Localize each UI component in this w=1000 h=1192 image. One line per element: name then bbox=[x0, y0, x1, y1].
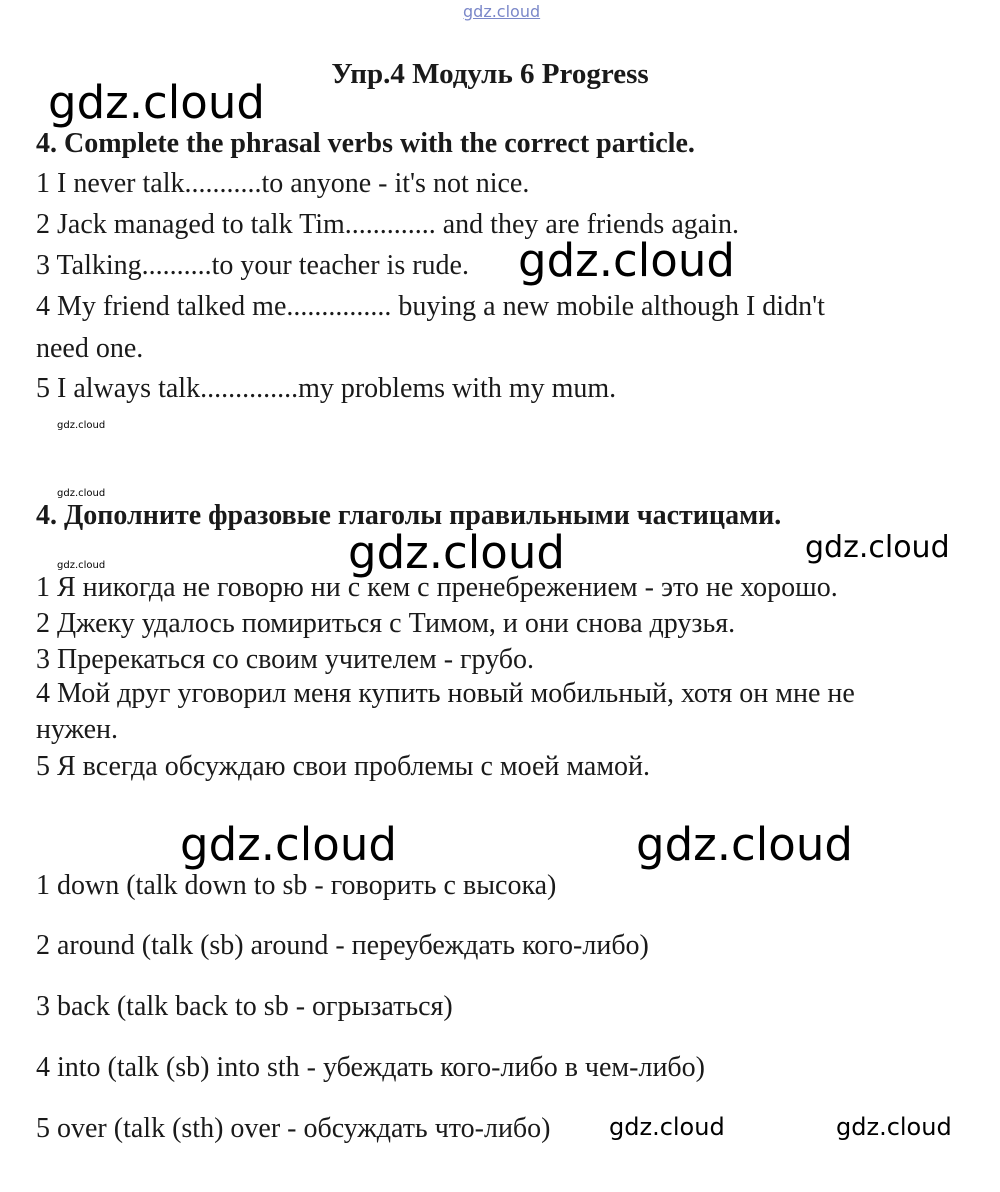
page-title: Упр.4 Модуль 6 Progress bbox=[331, 58, 649, 90]
watermark-5: gdz.cloud bbox=[180, 818, 397, 871]
answer-1: 1 down (talk down to sb - говорить с высока) bbox=[36, 870, 557, 901]
answer-3: 3 back (talk back to sb - огрызаться) bbox=[36, 991, 453, 1022]
english-line-3: 3 Talking..........to your teacher is rude. bbox=[36, 250, 469, 281]
english-line-6: 5 I always talk..............my problems with my mum. bbox=[36, 373, 617, 404]
russian-line-6: 5 Я всегда обсуждаю свои проблемы с моей мамой. bbox=[36, 751, 651, 782]
watermark-tiny-2: gdz.cloud bbox=[57, 488, 106, 499]
watermark-4: gdz.cloud bbox=[805, 530, 950, 565]
answer-2: 2 around (talk (sb) around - переубеждать кого-либо) bbox=[36, 930, 649, 961]
watermark-8: gdz.cloud bbox=[836, 1113, 952, 1141]
watermark-6: gdz.cloud bbox=[636, 818, 853, 871]
english-line-1: 1 I never talk...........to anyone - it's not nice. bbox=[36, 168, 530, 199]
watermark-1: gdz.cloud bbox=[48, 76, 265, 129]
watermark-tiny-3: gdz.cloud bbox=[57, 560, 106, 571]
russian-line-4: 4 Мой друг уговорил меня купить новый мобильный, хотя он мне не bbox=[36, 678, 855, 709]
english-heading: 4. Complete the phrasal verbs with the correct particle. bbox=[36, 128, 695, 159]
russian-line-3: 3 Пререкаться со своим учителем - грубо. bbox=[36, 644, 535, 675]
english-line-5: need one. bbox=[36, 333, 144, 364]
english-line-2: 2 Jack managed to talk Tim............. and they are friends again. bbox=[36, 209, 739, 240]
answer-5: 5 over (talk (sth) over - обсуждать что-либо) bbox=[36, 1113, 551, 1144]
answer-4: 4 into (talk (sb) into sth - убеждать кого-либо в чем-либо) bbox=[36, 1052, 706, 1083]
watermark-tiny-1: gdz.cloud bbox=[57, 420, 106, 431]
russian-heading: 4. Дополните фразовые глаголы правильными частицами. bbox=[36, 500, 782, 531]
watermark-3: gdz.cloud bbox=[348, 526, 565, 579]
watermark-2: gdz.cloud bbox=[518, 234, 735, 287]
russian-line-2: 2 Джеку удалось помириться с Тимом, и они снова друзья. bbox=[36, 608, 736, 639]
russian-line-5: нужен. bbox=[36, 714, 119, 745]
russian-line-1: 1 Я никогда не говорю ни с кем с пренебрежением - это не хорошо. bbox=[36, 572, 838, 603]
watermark-7: gdz.cloud bbox=[609, 1113, 725, 1141]
english-line-4: 4 My friend talked me............... buying a new mobile although I didn't bbox=[36, 291, 825, 322]
watermark-top: gdz.cloud bbox=[463, 2, 541, 21]
